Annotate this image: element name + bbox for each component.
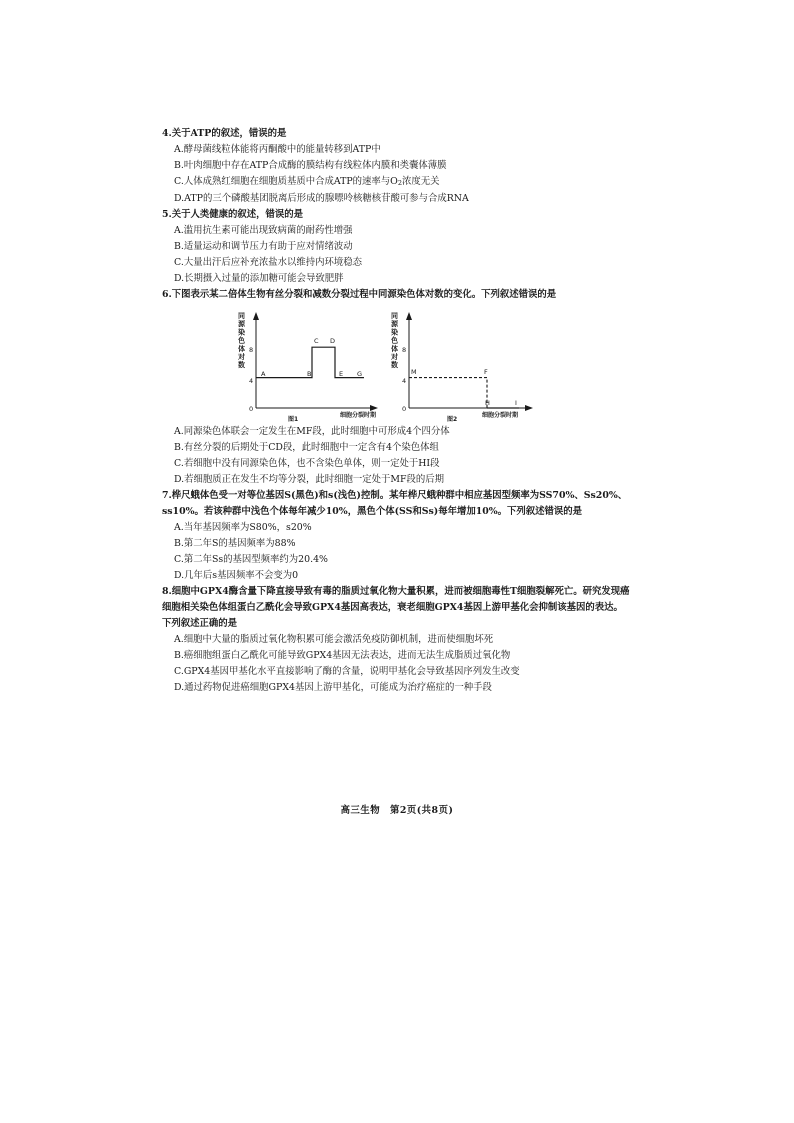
- q7-stem: 7.桦尺蛾体色受一对等位基因S(黑色)和s(浅色)控制。某年桦尺蛾种群中相应基因型频率为SS70%、Ss20%、ss10%。若该种群中浅色个体每年减少10%，黑色个体(SS和Ss)每年增加10%。下列叙述错误的是: [162, 490, 628, 517]
- fig1-xlabel: 细胞分裂时期: [340, 412, 377, 419]
- figure-2: [387, 304, 537, 422]
- fig2-data-line-mf: [409, 378, 487, 408]
- q6-figures: [162, 304, 632, 422]
- fig1-point-g: G: [357, 370, 363, 378]
- q8-option-b: B.癌细胞组蛋白乙酰化可能导致GPX4基因无法表达，进而无法生成脂质过氧化物: [174, 650, 511, 661]
- fig2-caption: 图2: [447, 416, 458, 422]
- q4-option-a: A.酵母菌线粒体能将丙酮酸中的能量转移到ATP中: [174, 144, 381, 155]
- fig2-point-i: I: [515, 399, 517, 407]
- figure-1: [232, 304, 382, 422]
- fig2-tick-0: 0: [402, 405, 407, 413]
- q7-option-a: A.当年基因频率为S80%，s20%: [174, 522, 312, 533]
- q4-option-c-tail: 浓度无关: [401, 176, 440, 187]
- q5-option-d: D.长期摄入过量的添加糖可能会导致肥胖: [174, 273, 344, 284]
- fig1-ylabel: 同源染色体对数: [238, 312, 245, 370]
- fig2-tick-4: 4: [402, 377, 407, 385]
- q5-option-a: A.滥用抗生素可能出现致病菌的耐药性增强: [174, 225, 353, 236]
- q6-stem: 6.下图表示某二倍体生物有丝分裂和减数分裂过程中同源染色体对数的变化。下列叙述错误的是: [162, 289, 557, 300]
- figure-1-chart: [232, 304, 382, 422]
- q4-stem: 4.关于ATP的叙述，错误的是: [162, 128, 287, 139]
- fig2-y-axis-arrow: [406, 312, 412, 320]
- fig1-x-axis-arrow: [370, 405, 378, 411]
- fig1-caption: 图1: [288, 416, 299, 422]
- fig2-x-axis-arrow: [525, 405, 533, 411]
- q6-option-a: A.同源染色体联会一定发生在MF段，此时细胞中可形成4个四分体: [174, 426, 450, 437]
- fig2-xlabel: 细胞分裂时期: [482, 412, 519, 419]
- q6-option-c: C.若细胞中没有同源染色体，也不含染色单体，则一定处于HI段: [174, 458, 440, 469]
- fig1-tick-8: 8: [249, 346, 254, 354]
- q7-option-b: B.第二年S的基因频率为88%: [174, 538, 296, 549]
- question-area: [162, 126, 632, 696]
- page-footer: 高三生物 第2页(共8页): [340, 805, 454, 816]
- q4-option-b: B.叶肉细胞中存在ATP合成酶的膜结构有线粒体内膜和类囊体薄膜: [174, 160, 447, 171]
- q5-option-c: C.大量出汗后应补充浓盐水以维持内环境稳态: [174, 257, 362, 268]
- q8-option-a: A.细胞中大量的脂质过氧化物积累可能会激活免疫防御机制，进而使细胞坏死: [174, 634, 494, 645]
- q8-option-c: C.GPX4基因甲基化水平直接影响了酶的含量，说明甲基化会导致基因序列发生改变: [174, 666, 520, 677]
- fig1-point-d: D: [330, 337, 336, 345]
- q5-option-b: B.适量运动和调节压力有助于应对情绪波动: [174, 241, 353, 252]
- q7-option-c: C.第二年Ss的基因型频率约为20.4%: [174, 554, 328, 565]
- q4-option-c: [162, 174, 632, 191]
- fig2-tick-8: 8: [402, 346, 407, 354]
- fig1-y-axis-arrow: [253, 312, 259, 320]
- q4-option-c-subscript: 2: [397, 179, 402, 187]
- q4-option-c-text: C.人体成熟红细胞在细胞质基质中合成ATP的速率与O: [174, 176, 398, 187]
- q6-option-d: D.若细胞质正在发生不均等分裂，此时细胞一定处于MF段的后期: [174, 474, 445, 485]
- figure-2-chart: [387, 304, 537, 422]
- fig1-tick-0: 0: [249, 405, 254, 413]
- fig2-ylabel: 同源染色体对数: [391, 312, 398, 370]
- fig1-point-a: A: [261, 370, 266, 378]
- q6-option-b: B.有丝分裂的后期处于CD段，此时细胞中一定含有4个染色体组: [174, 442, 439, 453]
- fig1-point-e: E: [339, 370, 344, 378]
- q8-stem: 8.细胞中GPX4酶含量下降直接导致有毒的脂质过氧化物大量积累，进而被细胞毒性T细胞裂解死亡。研究发现癌细胞相关染色体组蛋白乙酰化会导致GPX4基因高表达，衰老细胞GPX4基因上游甲基化会抑制该基因的表达。下列叙述正确的是: [162, 586, 630, 629]
- q7-option-d: D.几年后s基因频率不会变为0: [174, 570, 299, 581]
- fig1-tick-4: 4: [249, 377, 254, 385]
- fig2-point-f: F: [484, 368, 488, 376]
- fig1-point-c: C: [314, 337, 319, 345]
- fig2-point-m: M: [411, 368, 417, 376]
- q4-option-d: D.ATP的三个磷酸基团脱离后形成的腺嘌呤核糖核苷酸可参与合成RNA: [174, 193, 469, 204]
- fig1-point-b: B: [307, 370, 312, 378]
- q8-option-d: D.通过药物促进癌细胞GPX4基因上游甲基化，可能成为治疗癌症的一种手段: [174, 682, 492, 693]
- q5-stem: 5.关于人类健康的叙述，错误的是: [162, 209, 304, 220]
- fig2-point-h: H: [485, 399, 490, 407]
